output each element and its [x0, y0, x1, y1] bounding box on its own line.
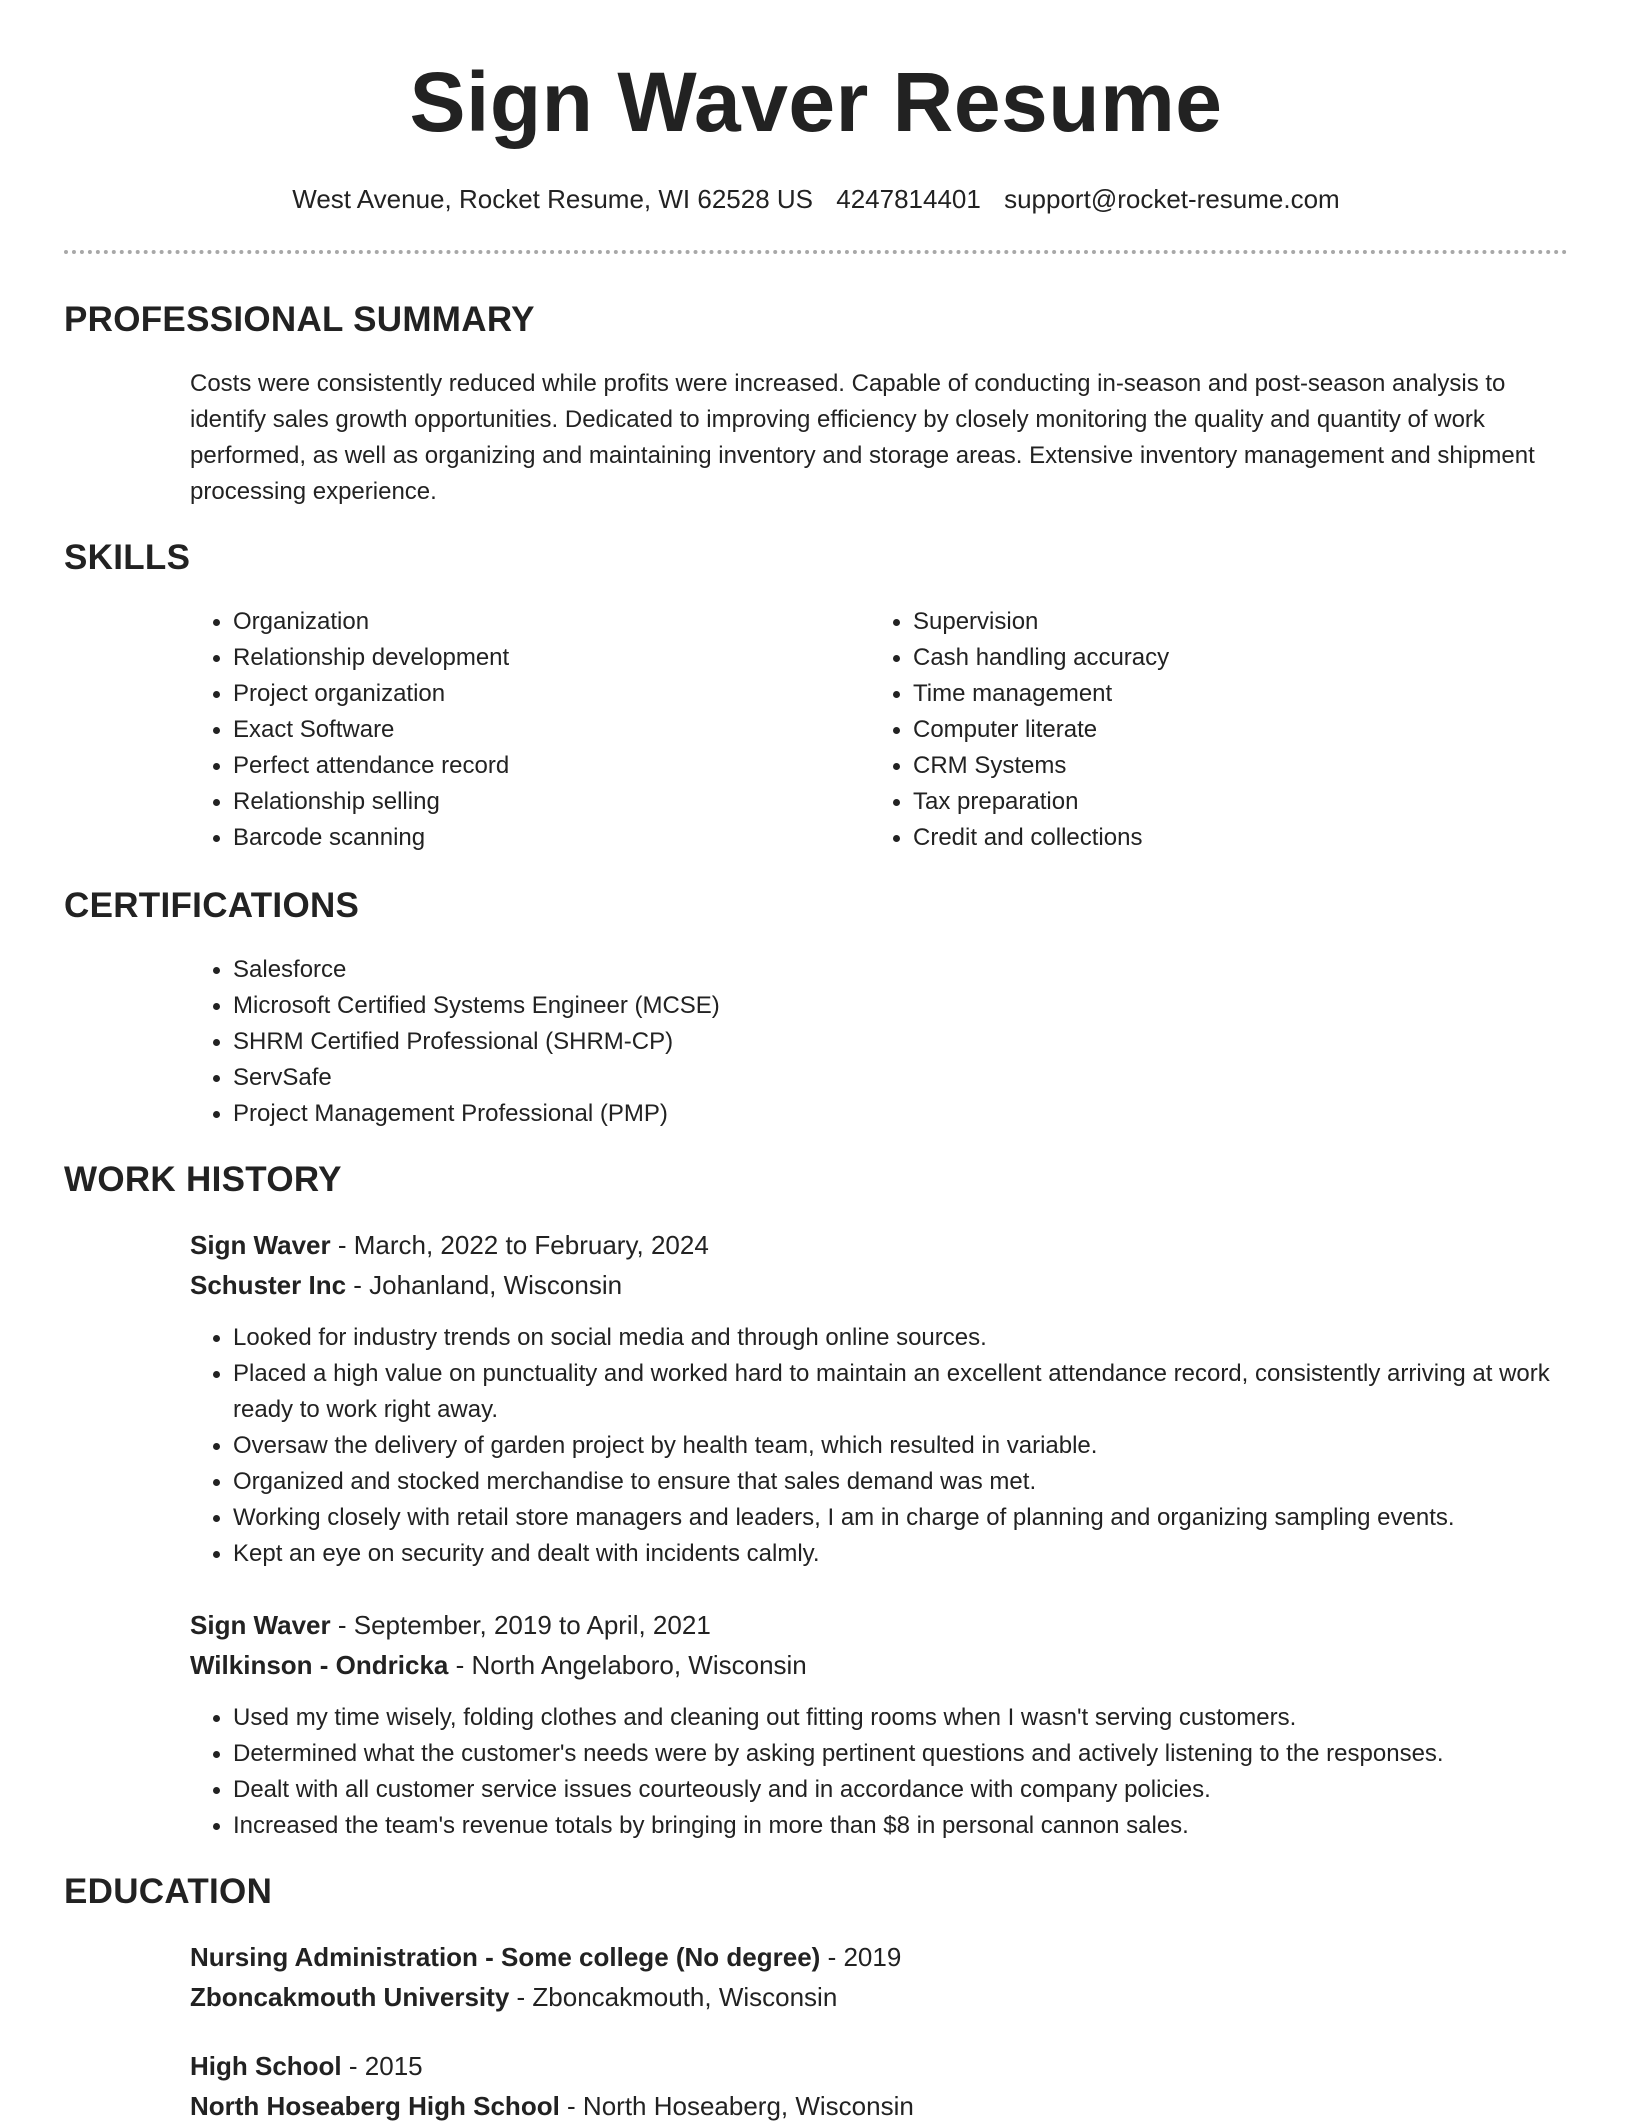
job-bullet: • Increased the team's revenue totals by bringing in more than $8 in personal cannon sales. — [233, 1808, 1603, 1844]
education-heading: EDUCATION — [64, 1872, 273, 1911]
education-school: Zboncakmouth University — [190, 1982, 510, 2012]
job-bullets — [190, 1320, 1603, 1572]
certifications-heading: CERTIFICATIONS — [64, 886, 360, 925]
education-school-line — [190, 2086, 914, 2126]
job-company-line — [190, 1265, 622, 1305]
job-location: - Johanland, Wisconsin — [346, 1270, 623, 1300]
job-role: Sign Waver — [190, 1610, 331, 1640]
certification-item: • Microsoft Certified Systems Engineer (MCSE) — [233, 988, 1573, 1024]
contact-line — [0, 182, 1632, 216]
job-bullet: • Placed a high value on punctuality and worked hard to maintain an excellent attendance record, consistently arriving at work ready to work right away. — [233, 1356, 1603, 1428]
job-bullet: • Oversaw the delivery of garden project by health team, which resulted in variable. — [233, 1428, 1603, 1464]
job-company: Schuster Inc — [190, 1270, 347, 1300]
job-bullet: • Determined what the customer's needs were by asking pertinent questions and actively listening to the responses. — [233, 1736, 1603, 1772]
education-degree-line — [190, 1937, 901, 1977]
education-degree: Nursing Administration - Some college (No degree) — [190, 1942, 821, 1972]
skill-item: • Barcode scanning — [233, 820, 853, 856]
education-year: - 2019 — [820, 1942, 902, 1972]
education-school: North Hoseaberg High School — [190, 2091, 560, 2121]
skill-item: • Perfect attendance record — [233, 748, 853, 784]
skills-list-right — [870, 604, 1553, 856]
resume-title: Sign Waver Resume — [409, 55, 1223, 149]
job-bullet: • Dealt with all customer service issues courteously and in accordance with company policies. — [233, 1772, 1603, 1808]
certification-item: • SHRM Certified Professional (SHRM-CP) — [233, 1024, 1573, 1060]
contact-email: support@rocket-resume.com — [1004, 184, 1340, 214]
skill-item: • Relationship selling — [233, 784, 853, 820]
certifications-list — [190, 952, 1573, 1132]
job-company-line — [190, 1645, 807, 1685]
education-degree: High School — [190, 2051, 342, 2081]
job-dates: - September, 2019 to April, 2021 — [330, 1610, 711, 1640]
summary-text: Costs were consistently reduced while profits were increased. Capable of conducting in-season and post-season analysis to identify sales growth opportunities. Dedicated to improving efficiency by closely monitoring the quality and quantity of work performed, as well as organizing and maintaining inventory and storage areas. Extensive inventory management and shipment processing experience. — [190, 370, 1535, 505]
certification-item: • ServSafe — [233, 1060, 1573, 1096]
job-title-line — [190, 1605, 711, 1645]
skill-item: • Supervision — [913, 604, 1553, 640]
job-location: - North Angelaboro, Wisconsin — [448, 1650, 807, 1680]
job-bullet: • Used my time wisely, folding clothes and cleaning out fitting rooms when I wasn't serving customers. — [233, 1700, 1603, 1736]
job-bullet: • Working closely with retail store managers and leaders, I am in charge of planning and organizing sampling events. — [233, 1500, 1603, 1536]
education-location: - Zboncakmouth, Wisconsin — [509, 1982, 838, 2012]
education-degree-line — [190, 2046, 423, 2086]
job-bullet: • Looked for industry trends on social media and through online sources. — [233, 1320, 1603, 1356]
contact-address: West Avenue, Rocket Resume, WI 62528 US — [292, 184, 814, 214]
skill-item: • Credit and collections — [913, 820, 1553, 856]
header-divider — [64, 250, 1568, 254]
skill-item: • Organization — [233, 604, 853, 640]
job-bullets — [190, 1700, 1603, 1844]
job-company: Wilkinson - Ondricka — [190, 1650, 449, 1680]
skills-list-left — [190, 604, 853, 856]
skill-item: • Time management — [913, 676, 1553, 712]
skill-item: • CRM Systems — [913, 748, 1553, 784]
skill-item: • Computer literate — [913, 712, 1553, 748]
skill-item: • Cash handling accuracy — [913, 640, 1553, 676]
summary-heading: PROFESSIONAL SUMMARY — [64, 300, 535, 339]
contact-phone: 4247814401 — [836, 184, 981, 214]
work-history-heading: WORK HISTORY — [64, 1160, 342, 1199]
job-title-line — [190, 1225, 709, 1265]
education-year: - 2015 — [341, 2051, 423, 2081]
job-bullet: • Organized and stocked merchandise to ensure that sales demand was met. — [233, 1464, 1603, 1500]
skills-heading: SKILLS — [64, 538, 191, 577]
job-dates: - March, 2022 to February, 2024 — [330, 1230, 709, 1260]
job-role: Sign Waver — [190, 1230, 331, 1260]
education-school-line — [190, 1977, 837, 2017]
skill-item: • Relationship development — [233, 640, 853, 676]
education-location: - North Hoseaberg, Wisconsin — [559, 2091, 914, 2121]
skill-item: • Project organization — [233, 676, 853, 712]
skill-item: • Exact Software — [233, 712, 853, 748]
job-bullet: • Kept an eye on security and dealt with incidents calmly. — [233, 1536, 1603, 1572]
certification-item: • Project Management Professional (PMP) — [233, 1096, 1573, 1132]
skill-item: • Tax preparation — [913, 784, 1553, 820]
certification-item: • Salesforce — [233, 952, 1573, 988]
